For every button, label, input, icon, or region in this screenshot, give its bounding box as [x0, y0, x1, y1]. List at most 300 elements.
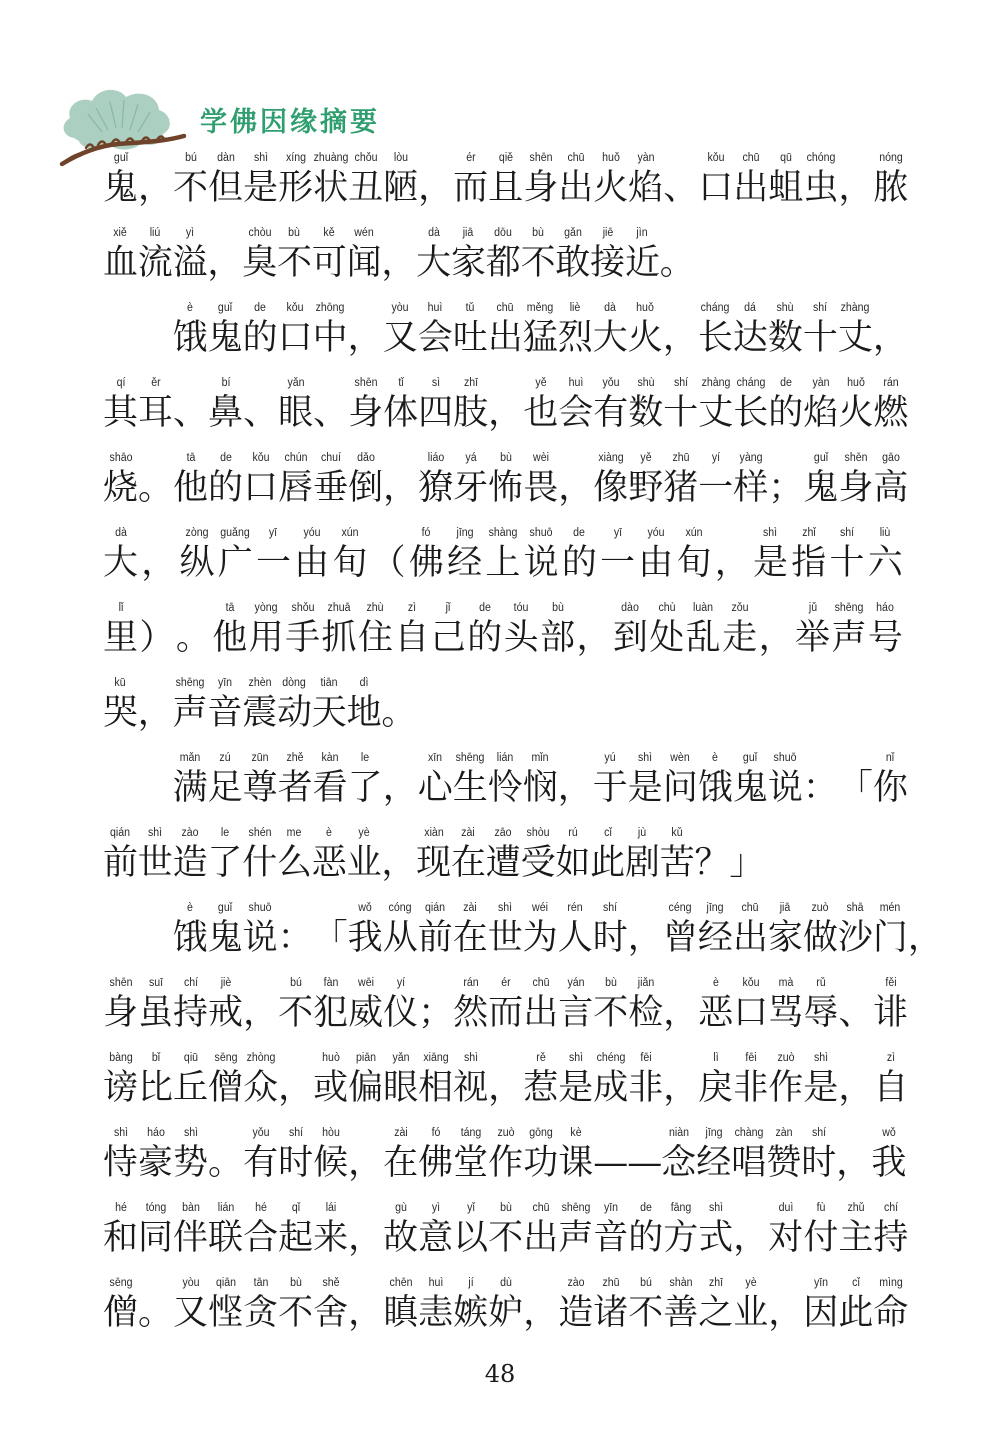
pinyin-annotation: shā [846, 902, 864, 914]
hanzi-character: 焰 [803, 393, 839, 433]
pinyin-annotation: ěr [150, 377, 161, 389]
pinyin-annotation: guǐ [743, 752, 758, 764]
hanzi-character: 倒 [348, 468, 384, 508]
hanzi-with-pinyin [803, 450, 838, 510]
pinyin-annotation: cháng [700, 302, 730, 314]
hanzi-character: 不 [593, 993, 629, 1033]
hanzi-character: 肢 [453, 393, 489, 433]
hanzi-character: 是 [558, 1068, 594, 1108]
pinyin-annotation: ér [500, 977, 511, 989]
pinyin-annotation: chún [284, 452, 308, 464]
hanzi-character: 善 [663, 1293, 699, 1333]
hanzi-character: 近 [624, 243, 660, 283]
hanzi-character: 现 [416, 843, 452, 883]
punctuation [138, 1275, 173, 1335]
hanzi-character: ， [348, 1143, 384, 1183]
hanzi-with-pinyin [873, 375, 908, 435]
pinyin-annotation: zì [407, 602, 416, 614]
hanzi-character: 丈 [837, 318, 873, 358]
hanzi-character: 火 [593, 168, 629, 208]
punctuation [838, 1050, 873, 1110]
hanzi-character: 可 [311, 243, 347, 283]
pinyin-annotation: bǐ [151, 1052, 160, 1064]
punctuation [371, 525, 406, 585]
pinyin-annotation: qiě [498, 152, 513, 164]
hanzi-character: 命 [873, 1293, 909, 1333]
pinyin-annotation: dǎo [356, 452, 375, 464]
hanzi-with-pinyin [278, 1275, 313, 1335]
hanzi-character: 心 [417, 768, 453, 808]
hanzi-character: ？ [694, 843, 730, 883]
hanzi-with-pinyin [332, 525, 367, 585]
hanzi-character: 门 [872, 918, 908, 958]
hanzi-with-pinyin [103, 525, 138, 585]
hanzi-character: ， [627, 918, 663, 958]
hanzi-character: 从 [382, 918, 418, 958]
pinyin-annotation: bù [289, 1277, 302, 1289]
hanzi-with-pinyin [486, 225, 521, 285]
hanzi-character: 我 [871, 1143, 907, 1183]
pinyin-annotation: yóu [303, 527, 321, 539]
punctuation [243, 975, 278, 1035]
pinyin-annotation: qiū [183, 1052, 198, 1064]
pinyin-annotation: zài [463, 902, 477, 914]
hanzi-with-pinyin [558, 375, 593, 435]
hanzi-with-pinyin [523, 375, 558, 435]
pinyin-annotation: fěi [885, 977, 897, 989]
pinyin-annotation: zhī [708, 1277, 723, 1289]
pinyin-annotation: qí [116, 377, 125, 389]
punctuation [418, 975, 453, 1035]
hanzi-character: 会 [417, 318, 453, 358]
pinyin-annotation: hé [114, 1202, 127, 1214]
hanzi-with-pinyin [593, 1275, 628, 1335]
hanzi-character: 不 [488, 1218, 524, 1258]
hanzi-with-pinyin [418, 300, 453, 360]
pinyin-annotation: lái [325, 1202, 336, 1214]
pinyin-annotation: zài [393, 1127, 408, 1139]
hanzi-with-pinyin [488, 1275, 523, 1335]
pinyin-annotation: mǐn [531, 752, 549, 764]
hanzi-with-pinyin [613, 600, 648, 660]
hanzi-with-pinyin [312, 675, 347, 735]
hanzi-character: 时 [278, 1143, 314, 1183]
hanzi-with-pinyin [285, 600, 320, 660]
pinyin-annotation: shēng [834, 602, 864, 614]
hanzi-with-pinyin [249, 600, 284, 660]
hanzi-character: 出 [523, 1218, 559, 1258]
text-line-15 [103, 1200, 909, 1260]
hanzi-with-pinyin [243, 450, 278, 510]
hanzi-with-pinyin [625, 225, 660, 285]
hanzi-character: 作 [488, 1143, 524, 1183]
hanzi-character: ， [838, 168, 874, 208]
hanzi-with-pinyin [677, 525, 712, 585]
hanzi-character: 畏 [523, 468, 559, 508]
hanzi-character: 音 [207, 693, 243, 733]
pinyin-annotation: sēng [214, 1052, 238, 1064]
hanzi-with-pinyin [453, 1200, 488, 1260]
punctuation [313, 375, 348, 435]
text-line-16 [103, 1275, 909, 1335]
hanzi-character: 此 [838, 1293, 874, 1333]
hanzi-character: 前 [103, 843, 139, 883]
pinyin-annotation: zhàng [701, 377, 731, 389]
hanzi-character: 么 [276, 843, 312, 883]
hanzi-with-pinyin [416, 225, 451, 285]
pinyin-annotation: zuò [811, 902, 829, 914]
hanzi-with-pinyin [453, 1275, 488, 1335]
hanzi-with-pinyin [416, 825, 451, 885]
pinyin-annotation: chēn [389, 1277, 413, 1289]
punctuation [313, 900, 348, 960]
hanzi-character: 持 [173, 993, 209, 1033]
pinyin-annotation: sì [431, 377, 440, 389]
punctuation [838, 975, 873, 1035]
hanzi-character: 都 [485, 243, 521, 283]
hanzi-character: 悭 [208, 1293, 244, 1333]
pinyin-annotation: mǎn [179, 752, 201, 764]
hanzi-character: 不 [173, 168, 209, 208]
pinyin-annotation: qián [425, 902, 446, 914]
hanzi-character: 大 [592, 318, 628, 358]
pinyin-annotation: kè [570, 1127, 582, 1139]
hanzi-with-pinyin [278, 150, 313, 210]
pinyin-annotation: niàn [668, 1127, 689, 1139]
hanzi-character: 惹 [523, 1068, 559, 1108]
pinyin-annotation: suī [148, 977, 163, 989]
hanzi-character: 满 [172, 768, 208, 808]
punctuation [593, 1125, 661, 1185]
pinyin-annotation: wéi [532, 902, 549, 914]
hanzi-with-pinyin [313, 1125, 348, 1185]
hanzi-character: 指 [791, 543, 827, 583]
punctuation [660, 225, 695, 285]
hanzi-with-pinyin [523, 1050, 558, 1110]
pinyin-annotation: fēi [745, 1052, 757, 1064]
hanzi-with-pinyin [383, 300, 418, 360]
hanzi-with-pinyin [383, 1200, 418, 1260]
hanzi-character: 又 [382, 318, 418, 358]
hanzi-character: 闻 [346, 243, 382, 283]
hanzi-character: 哭 [103, 693, 139, 733]
hanzi-character: ， [662, 318, 698, 358]
hanzi-character: 号 [867, 618, 903, 658]
hanzi-with-pinyin [312, 225, 347, 285]
hanzi-character: 口 [277, 318, 313, 358]
hanzi-character: 唱 [731, 1143, 767, 1183]
pinyin-annotation: xún [685, 527, 703, 539]
hanzi-with-pinyin [208, 375, 243, 435]
hanzi-character: 有 [243, 1143, 279, 1183]
hanzi-with-pinyin [791, 525, 826, 585]
pinyin-annotation: zhě [286, 752, 304, 764]
pinyin-annotation: yǎn [287, 377, 305, 389]
hanzi-with-pinyin [208, 300, 243, 360]
pinyin-annotation: qiān [215, 1277, 236, 1289]
hanzi-with-pinyin [208, 975, 243, 1035]
pinyin-annotation: zào [181, 827, 199, 839]
pinyin-annotation: jiā [780, 902, 791, 914]
punctuation [908, 900, 943, 960]
hanzi-character: 是 [627, 768, 663, 808]
punctuation [243, 375, 278, 435]
hanzi-with-pinyin [278, 975, 313, 1035]
punctuation [141, 525, 176, 585]
hanzi-character: 僧 [208, 1068, 244, 1108]
hanzi-with-pinyin [243, 1200, 278, 1260]
hanzi-character: 看 [312, 768, 348, 808]
hanzi-with-pinyin [243, 1125, 278, 1185]
pinyin-annotation: kàn [321, 752, 339, 764]
hanzi-with-pinyin [278, 1125, 313, 1185]
pinyin-annotation: liè [569, 302, 581, 314]
pinyin-annotation: zhū [602, 1277, 620, 1289]
pinyin-annotation: shì [498, 902, 513, 914]
pinyin-annotation: tóng [145, 1202, 166, 1214]
hanzi-character: ， [137, 693, 173, 733]
hanzi-with-pinyin [638, 525, 673, 585]
hanzi-character: 苦 [659, 843, 695, 883]
hanzi-character: 贪 [243, 1293, 279, 1333]
hanzi-character: ， [488, 393, 524, 433]
pinyin-annotation: qǐ [291, 1202, 300, 1214]
hanzi-with-pinyin [218, 525, 253, 585]
pinyin-annotation: bàn [181, 1202, 200, 1214]
pinyin-annotation: fó [431, 1127, 441, 1139]
hanzi-character: 生 [452, 768, 488, 808]
hanzi-character: 里 [103, 618, 139, 658]
hanzi-character: ， [381, 243, 417, 283]
pinyin-annotation: kǔ [671, 827, 683, 839]
hanzi-character: 恚 [418, 1293, 454, 1333]
pinyin-annotation: fēi [640, 1052, 652, 1064]
hanzi-character: 骂 [768, 993, 804, 1033]
hanzi-with-pinyin [243, 150, 278, 210]
hanzi-with-pinyin [418, 1050, 453, 1110]
pinyin-annotation: è [712, 752, 719, 764]
pinyin-annotation: shí [813, 302, 828, 314]
hanzi-character: 同 [138, 1218, 174, 1258]
hanzi-with-pinyin [277, 675, 312, 735]
hanzi-with-pinyin [768, 975, 803, 1035]
pinyin-annotation: tā [186, 452, 195, 464]
hanzi-character: 广 [217, 543, 253, 583]
hanzi-character: 联 [208, 1218, 244, 1258]
pinyin-annotation: shēng [561, 1202, 591, 1214]
hanzi-with-pinyin [348, 1050, 383, 1110]
hanzi-with-pinyin [628, 450, 663, 510]
hanzi-with-pinyin [733, 375, 768, 435]
hanzi-character: 。 [175, 618, 211, 658]
hanzi-with-pinyin [173, 975, 208, 1035]
hanzi-with-pinyin [698, 1200, 733, 1260]
pinyin-annotation: shě [322, 1277, 340, 1289]
pinyin-annotation: le [361, 752, 370, 764]
punctuation [733, 1200, 768, 1260]
hanzi-character: 。 [381, 693, 417, 733]
pinyin-annotation: chū [567, 152, 585, 164]
hanzi-with-pinyin [488, 450, 523, 510]
hanzi-character: 然 [453, 993, 489, 1033]
hanzi-character: ， [758, 618, 794, 658]
hanzi-character: 的 [242, 318, 278, 358]
hanzi-character: 候 [313, 1143, 349, 1183]
hanzi-with-pinyin [383, 1050, 418, 1110]
hanzi-with-pinyin [242, 675, 277, 735]
hanzi-with-pinyin [383, 975, 418, 1035]
hanzi-with-pinyin [838, 375, 873, 435]
hanzi-with-pinyin [451, 225, 486, 285]
hanzi-character: 恃 [103, 1143, 139, 1183]
hanzi-character: 持 [873, 1218, 909, 1258]
hanzi-character: 仪 [383, 993, 419, 1033]
pinyin-annotation: shì [638, 752, 653, 764]
pinyin-annotation: zuò [777, 1052, 795, 1064]
hanzi-with-pinyin [278, 1200, 313, 1260]
punctuation [838, 750, 873, 810]
pinyin-annotation: yǐ [466, 1202, 475, 1214]
pinyin-annotation: zūn [251, 752, 269, 764]
hanzi-with-pinyin [278, 375, 313, 435]
hanzi-character: 方 [663, 1218, 699, 1258]
hanzi-with-pinyin [768, 375, 803, 435]
hanzi-with-pinyin [628, 1275, 663, 1335]
pinyin-annotation: yàng [739, 452, 763, 464]
hanzi-with-pinyin [733, 900, 768, 960]
hanzi-with-pinyin [103, 675, 138, 735]
hanzi-with-pinyin [173, 300, 208, 360]
hanzi-with-pinyin [768, 150, 803, 210]
hanzi-character: ； [768, 468, 804, 508]
hanzi-with-pinyin [649, 600, 684, 660]
hanzi-with-pinyin [488, 900, 523, 960]
pinyin-annotation: zhàng [840, 302, 870, 314]
pinyin-annotation: chū [532, 977, 550, 989]
hanzi-character: 但 [208, 168, 244, 208]
hanzi-with-pinyin [733, 1050, 768, 1110]
hanzi-character: 住 [357, 618, 393, 658]
pinyin-annotation: céng [668, 902, 692, 914]
hanzi-character: 赞 [766, 1143, 802, 1183]
hanzi-character: ， [768, 1293, 804, 1333]
punctuation [383, 450, 418, 510]
pinyin-annotation: de [478, 602, 491, 614]
hanzi-with-pinyin [698, 375, 733, 435]
pinyin-annotation: shēn [109, 977, 132, 989]
hanzi-with-pinyin [558, 150, 593, 210]
pinyin-annotation: wèn [670, 752, 691, 764]
pinyin-annotation: zǒu [731, 602, 749, 614]
text-line-4 [103, 375, 909, 435]
hanzi-with-pinyin [173, 675, 208, 735]
hanzi-character: 火 [838, 393, 874, 433]
hanzi-with-pinyin [103, 1200, 138, 1260]
hanzi-with-pinyin [453, 900, 488, 960]
pinyin-annotation: kǒu [742, 977, 760, 989]
pinyin-annotation: lǐ [118, 602, 123, 614]
punctuation [173, 375, 208, 435]
pinyin-annotation: jǔ [808, 602, 817, 614]
pinyin-annotation: huì [568, 377, 584, 389]
pinyin-annotation: háo [876, 602, 895, 614]
hanzi-with-pinyin [208, 1050, 243, 1110]
hanzi-character: 说 [767, 768, 803, 808]
pinyin-annotation: tóu [513, 602, 529, 614]
hanzi-with-pinyin [453, 300, 488, 360]
pinyin-annotation: cháng [736, 377, 766, 389]
hanzi-with-pinyin [207, 825, 242, 885]
pinyin-annotation: de [573, 527, 586, 539]
hanzi-with-pinyin [242, 825, 277, 885]
hanzi-character: 其 [103, 393, 139, 433]
pinyin-annotation: yì [431, 1202, 440, 1214]
hanzi-character: 在 [452, 918, 488, 958]
punctuation [803, 750, 838, 810]
hanzi-with-pinyin [313, 450, 348, 510]
hanzi-character: 声 [172, 693, 208, 733]
hanzi-with-pinyin [593, 150, 628, 210]
pinyin-annotation: shí [839, 527, 855, 539]
hanzi-character: 声 [558, 1218, 594, 1258]
pinyin-annotation: zhuàng [313, 152, 348, 164]
hanzi-character: 天 [311, 693, 347, 733]
hanzi-with-pinyin [663, 375, 698, 435]
pinyin-annotation: rě [535, 1052, 546, 1064]
hanzi-with-pinyin [540, 600, 575, 660]
hanzi-character: ， [141, 543, 177, 583]
hanzi-character: 足 [207, 768, 243, 808]
hanzi-with-pinyin [803, 975, 838, 1035]
hanzi-with-pinyin [418, 450, 453, 510]
hanzi-character: 势 [173, 1143, 209, 1183]
hanzi-character: 十 [829, 543, 865, 583]
hanzi-character: 饿 [697, 768, 733, 808]
hanzi-with-pinyin [418, 750, 453, 810]
pinyin-annotation: wèi [532, 452, 549, 464]
hanzi-character: 音 [593, 1218, 629, 1258]
hanzi-with-pinyin [173, 1125, 208, 1185]
hanzi-with-pinyin [447, 525, 482, 585]
hanzi-character: 鬼 [803, 468, 839, 508]
hanzi-with-pinyin [660, 825, 695, 885]
hanzi-with-pinyin [733, 750, 768, 810]
hanzi-character: 己 [430, 618, 466, 658]
pinyin-annotation: jīng [706, 902, 724, 914]
pinyin-annotation: chū [741, 902, 759, 914]
hanzi-character: ， [663, 993, 699, 1033]
hanzi-character: 经 [697, 918, 733, 958]
pinyin-annotation: de [219, 452, 232, 464]
pinyin-annotation: xīn [428, 752, 443, 764]
pinyin-annotation: shén [248, 827, 272, 839]
hanzi-with-pinyin [663, 1200, 698, 1260]
hanzi-character: 接 [590, 243, 626, 283]
punctuation [838, 150, 873, 210]
pinyin-annotation: mén [880, 902, 901, 914]
hanzi-character: 谤 [103, 1068, 139, 1108]
hanzi-with-pinyin [600, 525, 635, 585]
hanzi-character: 而 [453, 168, 489, 208]
pinyin-annotation: de [639, 1202, 652, 1214]
pinyin-annotation: guǐ [113, 152, 128, 164]
hanzi-with-pinyin [521, 825, 556, 885]
hanzi-character: ， [243, 993, 279, 1033]
hanzi-with-pinyin [207, 675, 242, 735]
hanzi-with-pinyin [661, 1125, 696, 1185]
hanzi-with-pinyin [733, 975, 768, 1035]
pinyin-annotation: zhǔ [847, 1202, 865, 1214]
